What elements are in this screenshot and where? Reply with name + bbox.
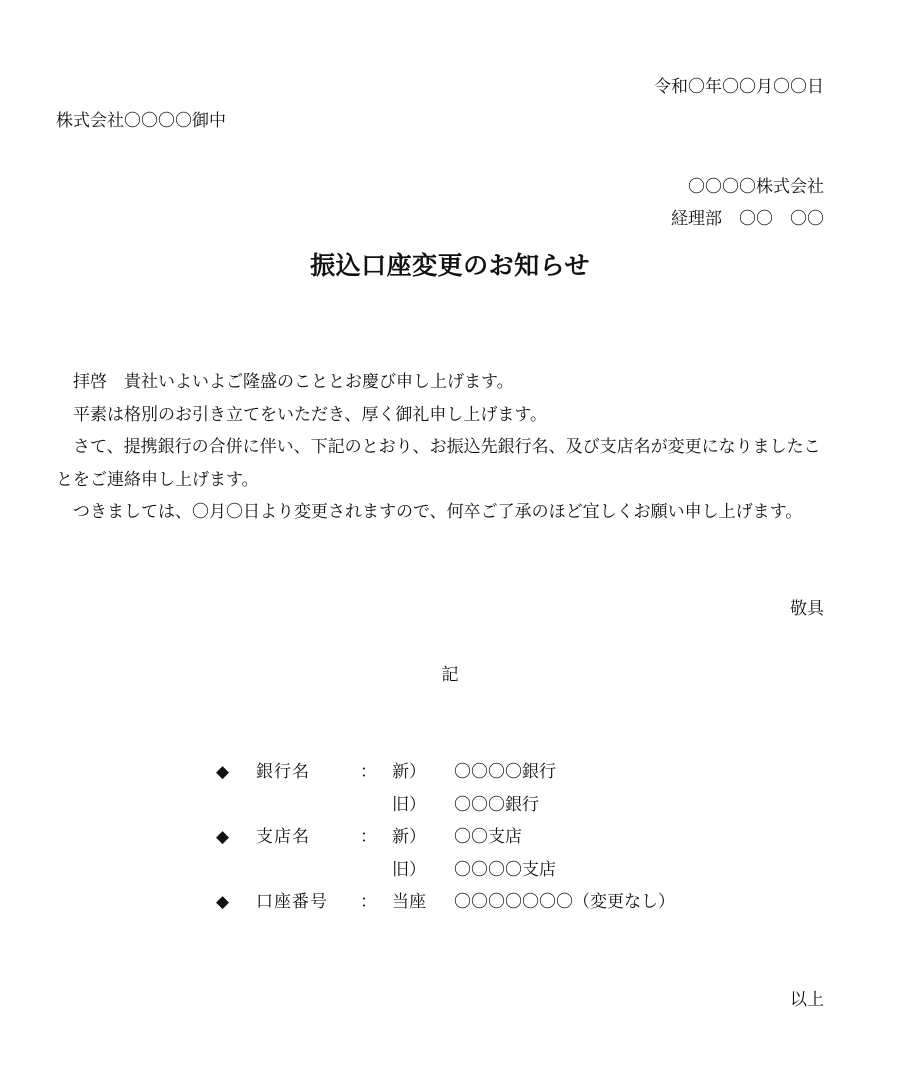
list-item-bank-new [216,756,675,789]
item-label: 口座番号 [256,892,328,912]
document-date: 令和〇年〇〇月〇〇日 [654,77,824,97]
diamond-bullet-icon: ◆ [216,827,230,847]
body-paragraph-thanks: 平素は格別のお引き立てをいただき、厚く御礼申し上げます。 [73,404,547,425]
item-value: 〇〇〇〇〇〇〇（変更なし） [454,892,675,912]
sender-company: 〇〇〇〇株式会社 [688,177,824,197]
item-tag: 旧） [392,859,426,880]
sender-department: 経理部 〇〇 〇〇 [671,209,824,229]
body-paragraph-request: つきましては、〇月〇日より変更されますので、何卒ご了承のほど宜しくお願い申し上げます。 [73,502,803,522]
account-details-list [216,756,675,919]
list-item-bank-old [216,789,675,822]
body-paragraph-greeting: 拝啓 貴社いよいよご隆盛のこととお慶び申し上げます。 [73,372,514,392]
ijo-closing: 以上 [790,990,824,1010]
closing-word: 敬具 [790,599,824,619]
item-label [256,789,360,822]
item-colon [360,854,392,887]
item-colon: ： [360,892,377,912]
item-tag: 当座 [392,892,426,912]
item-label: 支店名 [256,827,310,847]
item-colon: ： [360,827,377,847]
item-value: 〇〇〇銀行 [454,794,539,815]
diamond-bullet-icon [216,854,256,887]
item-label: 銀行名 [256,762,310,782]
recipient-name: 株式会社〇〇〇〇御中 [56,111,226,131]
item-colon [360,789,392,822]
list-item-account-number [216,886,675,919]
document-title: 振込口座変更のお知らせ [310,251,590,280]
item-label [256,854,360,887]
ki-heading: 記 [441,665,459,685]
item-tag: 旧） [392,794,426,815]
item-colon: ： [360,762,377,782]
item-value: 〇〇支店 [454,827,522,847]
list-item-branch-new [216,821,675,854]
diamond-bullet-icon: ◆ [216,762,230,782]
item-value: 〇〇〇〇銀行 [454,762,556,782]
diamond-bullet-icon [216,789,256,822]
letter-body [56,366,830,529]
diamond-bullet-icon: ◆ [216,892,230,912]
item-value: 〇〇〇〇支店 [454,859,556,880]
item-tag: 新） [392,827,426,847]
body-paragraph-notice: さて、提携銀行の合併に伴い、下記のとおり、お振込先銀行名、及び支店名が変更になりましたことをご連絡申し上げます。 [56,437,821,490]
item-tag: 新） [392,762,426,782]
list-item-branch-old [216,854,675,887]
